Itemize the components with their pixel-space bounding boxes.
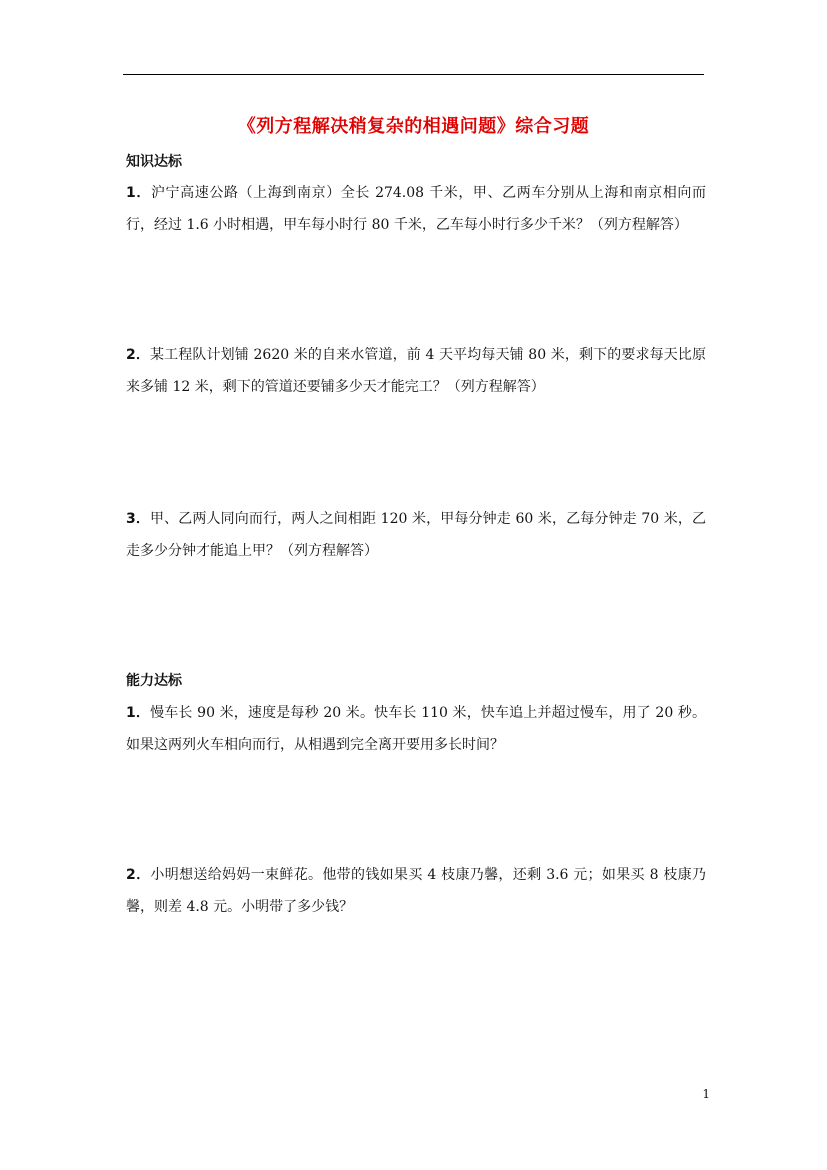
header-rule [123,74,704,75]
question-ability-2 [126,859,706,923]
question-text: 沪宁高速公路（上海到南京）全长 274.08 千米，甲、乙两车分别从上海和南京相向而行，经过 1.6 小时相遇，甲车每小时行 80 千米，乙车每小时行多少千米？（列方程解答） [126,185,706,233]
section-heading-ability: 能力达标 [126,673,182,689]
page-title: 《列方程解决稍复杂的相遇问题》综合习题 [237,116,590,137]
question-text: 慢车长 90 米，速度是每秒 20 米。快车长 110 米，快车追上并超过慢车，用了 20 秒。如果这两列火车相向而行，从相遇到完全离开要用多长时间？ [126,705,707,753]
question-knowledge-1 [126,177,706,241]
question-text: 小明想送给妈妈一束鲜花。他带的钱如果买 4 枝康乃馨，还剩 3.6 元；如果买 8 枝康乃馨，则差 4.8 元。小明带了多少钱？ [126,867,706,915]
question-number: 1． [126,705,151,721]
question-number: 2． [126,347,151,363]
question-number: 2． [126,867,151,883]
section-heading-knowledge: 知识达标 [126,154,182,170]
question-knowledge-3 [126,503,706,567]
question-text: 某工程队计划铺 2620 米的自来水管道，前 4 天平均每天铺 80 米，剩下的要求每天比原来多铺 12 米，剩下的管道还要铺多少天才能完工？（列方程解答） [126,347,706,395]
question-number: 3． [126,511,151,527]
question-number: 1． [126,185,151,201]
question-text: 甲、乙两人同向而行，两人之间相距 120 米，甲每分钟走 60 米，乙每分钟走 70 米，乙走多少分钟才能追上甲？（列方程解答） [126,511,706,559]
question-knowledge-2 [126,339,706,403]
page-number: 1 [702,1087,710,1101]
question-ability-1 [126,697,706,761]
